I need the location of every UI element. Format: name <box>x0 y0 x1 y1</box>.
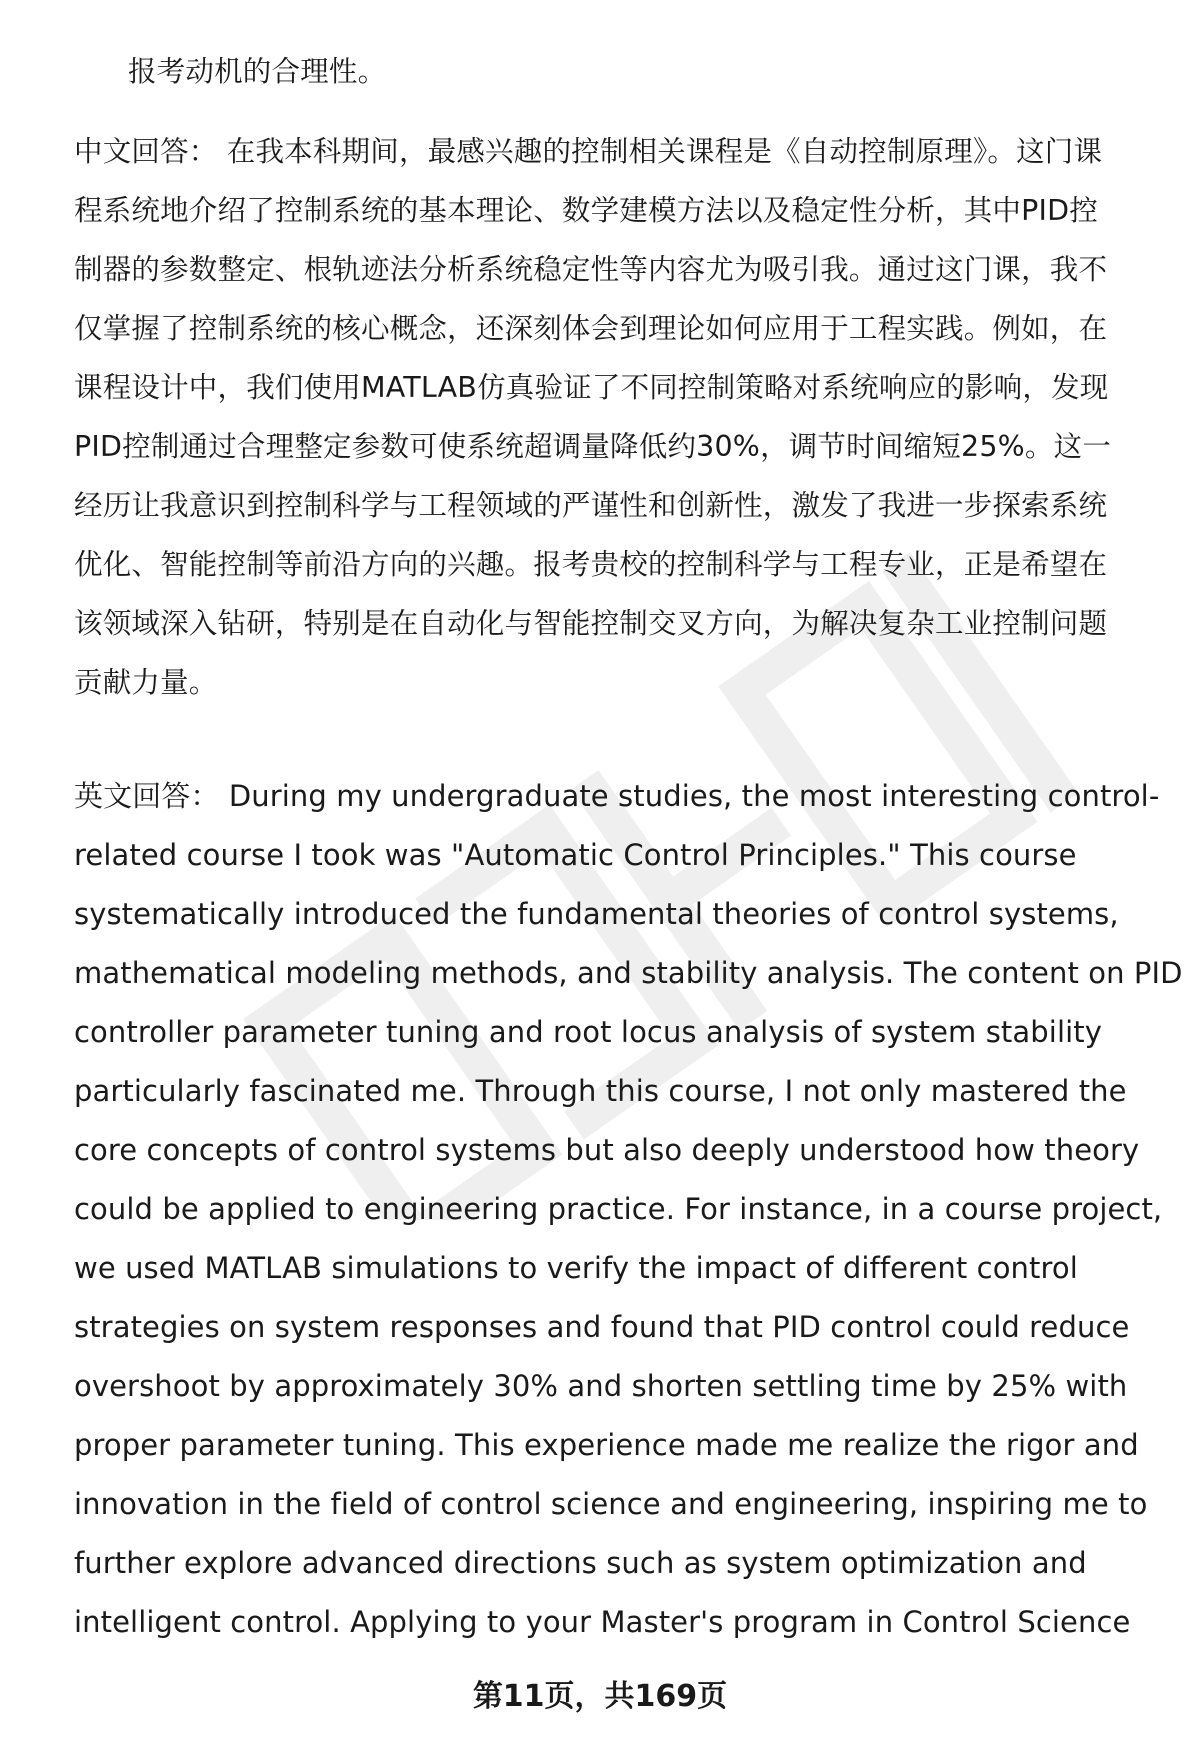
zh-line: 课程设计中，我们使用MATLAB仿真验证了不同控制策略对系统响应的影响，发现 <box>74 371 1109 404</box>
zh-line: 仅掌握了控制系统的核心概念，还深刻体会到理论如何应用于工程实践。例如，在 <box>74 312 1108 345</box>
zh-line: 制器的参数整定、根轨迹法分析系统稳定性等内容尤为吸引我。通过这门课，我不 <box>74 253 1108 286</box>
en-line: mathematical modeling methods, and stability analysis. The content on PID <box>74 956 1183 990</box>
en-line: core concepts of control systems but also deeply understood how theory <box>74 1133 1140 1167</box>
page-number: 第11页，共169页 <box>472 1679 728 1714</box>
en-line: we used MATLAB simulations to verify the impact of different control <box>74 1251 1078 1285</box>
zh-line: 贡献力量。 <box>74 666 218 699</box>
en-line: proper parameter tuning. This experience made me realize the rigor and <box>74 1428 1139 1462</box>
zh-line: 程系统地介绍了控制系统的基本理论、数学建模方法以及稳定性分析，其中PID控 <box>74 194 1098 227</box>
zh-line: 该领域深入钻研，特别是在自动化与智能控制交叉方向，为解决复杂工业控制问题 <box>74 607 1108 640</box>
zh-line: 中文回答： 在我本科期间，最感兴趣的控制相关课程是《自动控制原理》。这门课 <box>74 135 1103 168</box>
en-line: 英文回答： During my undergraduate studies, the most interesting control- <box>74 779 1160 813</box>
en-line: further explore advanced directions such as system optimization and <box>74 1546 1087 1580</box>
intro-tail-text: 报考动机的合理性。 <box>128 55 387 88</box>
en-line: systematically introduced the fundamental theories of control systems, <box>74 897 1119 931</box>
en-line: controller parameter tuning and root locus analysis of system stability <box>74 1015 1102 1049</box>
en-line: could be applied to engineering practice. For instance, in a course project, <box>74 1192 1163 1226</box>
zh-line: 经历让我意识到控制科学与工程领域的严谨性和创新性，激发了我进一步探索系统 <box>74 489 1108 522</box>
en-line: overshoot by approximately 30% and shorten settling time by 25% with <box>74 1369 1128 1403</box>
zh-line: 优化、智能控制等前沿方向的兴趣。报考贵校的控制科学与工程专业，正是希望在 <box>74 548 1108 581</box>
zh-line: PID控制通过合理整定参数可使系统超调量降低约30%，调节时间缩短25%。这一 <box>74 430 1112 463</box>
en-line: related course I took was "Automatic Control Principles." This course <box>74 838 1077 872</box>
en-line: particularly fascinated me. Through this course, I not only mastered the <box>74 1074 1127 1108</box>
en-line: innovation in the field of control science and engineering, inspiring me to <box>74 1487 1148 1521</box>
en-line: strategies on system responses and found that PID control could reduce <box>74 1310 1130 1344</box>
en-line: intelligent control. Applying to your Master's program in Control Science <box>74 1605 1131 1639</box>
